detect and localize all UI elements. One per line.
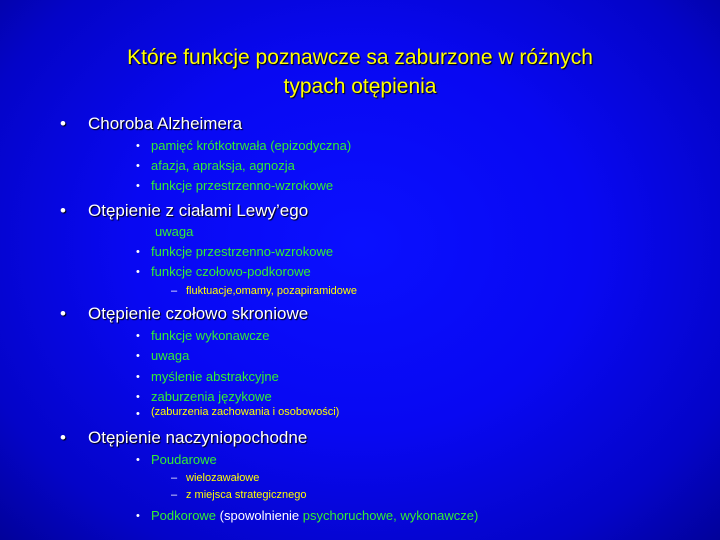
bullet: • — [60, 114, 66, 133]
bullet: • — [136, 454, 140, 466]
bullet: • — [136, 266, 140, 278]
bullet: • — [60, 201, 66, 220]
heading-naczyniowe: Otępienie naczyniopochodne — [88, 428, 308, 447]
slide-title-line-2: typach otępienia — [283, 75, 437, 98]
bullet: • — [136, 371, 140, 383]
list-item: funkcje przestrzenno-wzrokowe — [151, 244, 334, 259]
bullet: • — [60, 304, 66, 323]
sub-item: fluktuacje,omamy, pozapiramidowe — [186, 285, 357, 297]
heading-alzheimer: Choroba Alzheimera — [88, 114, 243, 133]
list-item: funkcje czołowo-podkorowe — [151, 264, 311, 279]
list-item: afazja, apraksja, agnozja — [151, 158, 295, 173]
bullet: • — [136, 391, 140, 403]
list-item — [151, 508, 478, 523]
bullet: • — [136, 180, 140, 192]
list-item: funkcje przestrzenno-wzrokowe — [151, 178, 334, 193]
list-item: funkcje wykonawcze — [151, 328, 270, 343]
list-item: uwaga — [151, 348, 190, 363]
dash: – — [171, 472, 178, 484]
bullet: • — [136, 140, 140, 152]
bullet: • — [60, 428, 66, 447]
dash: – — [171, 489, 178, 501]
bullet: • — [136, 408, 140, 420]
item-text: psychoruchowe, wykonawcze) — [299, 508, 479, 523]
item-text: krótkotrwała (epizodyczna) — [192, 138, 352, 153]
dash: – — [171, 285, 178, 297]
list-item: myślenie abstrakcyjne — [151, 369, 279, 384]
slide-title-line-1: Które funkcje poznawcze sa zaburzone w różnych — [127, 46, 593, 69]
list-item: uwaga — [155, 224, 194, 239]
sub-item: z miejsca strategicznego — [186, 489, 307, 501]
bullet: • — [136, 330, 140, 342]
list-item: (zaburzenia zachowania i osobowości) — [151, 406, 340, 418]
item-text: spowolnienie — [224, 508, 300, 523]
list-item — [151, 138, 351, 153]
item-text: ( — [216, 508, 224, 523]
sub-item: wielozawałowe — [186, 472, 260, 484]
bullet: • — [136, 510, 140, 522]
list-item: zaburzenia językowe — [151, 389, 272, 404]
item-text: Podkorowe — [151, 508, 217, 523]
heading-lewy: Otępienie z ciałami Lewy’ego — [88, 201, 309, 220]
item-text-highlight: pamięć — [151, 138, 193, 153]
bullet: • — [136, 350, 140, 362]
slide-title — [40, 43, 680, 101]
list-item: Poudarowe — [151, 452, 217, 467]
heading-czolowo: Otępienie czołowo skroniowe — [88, 304, 309, 323]
bullet: • — [136, 246, 140, 258]
bullet: • — [136, 160, 140, 172]
